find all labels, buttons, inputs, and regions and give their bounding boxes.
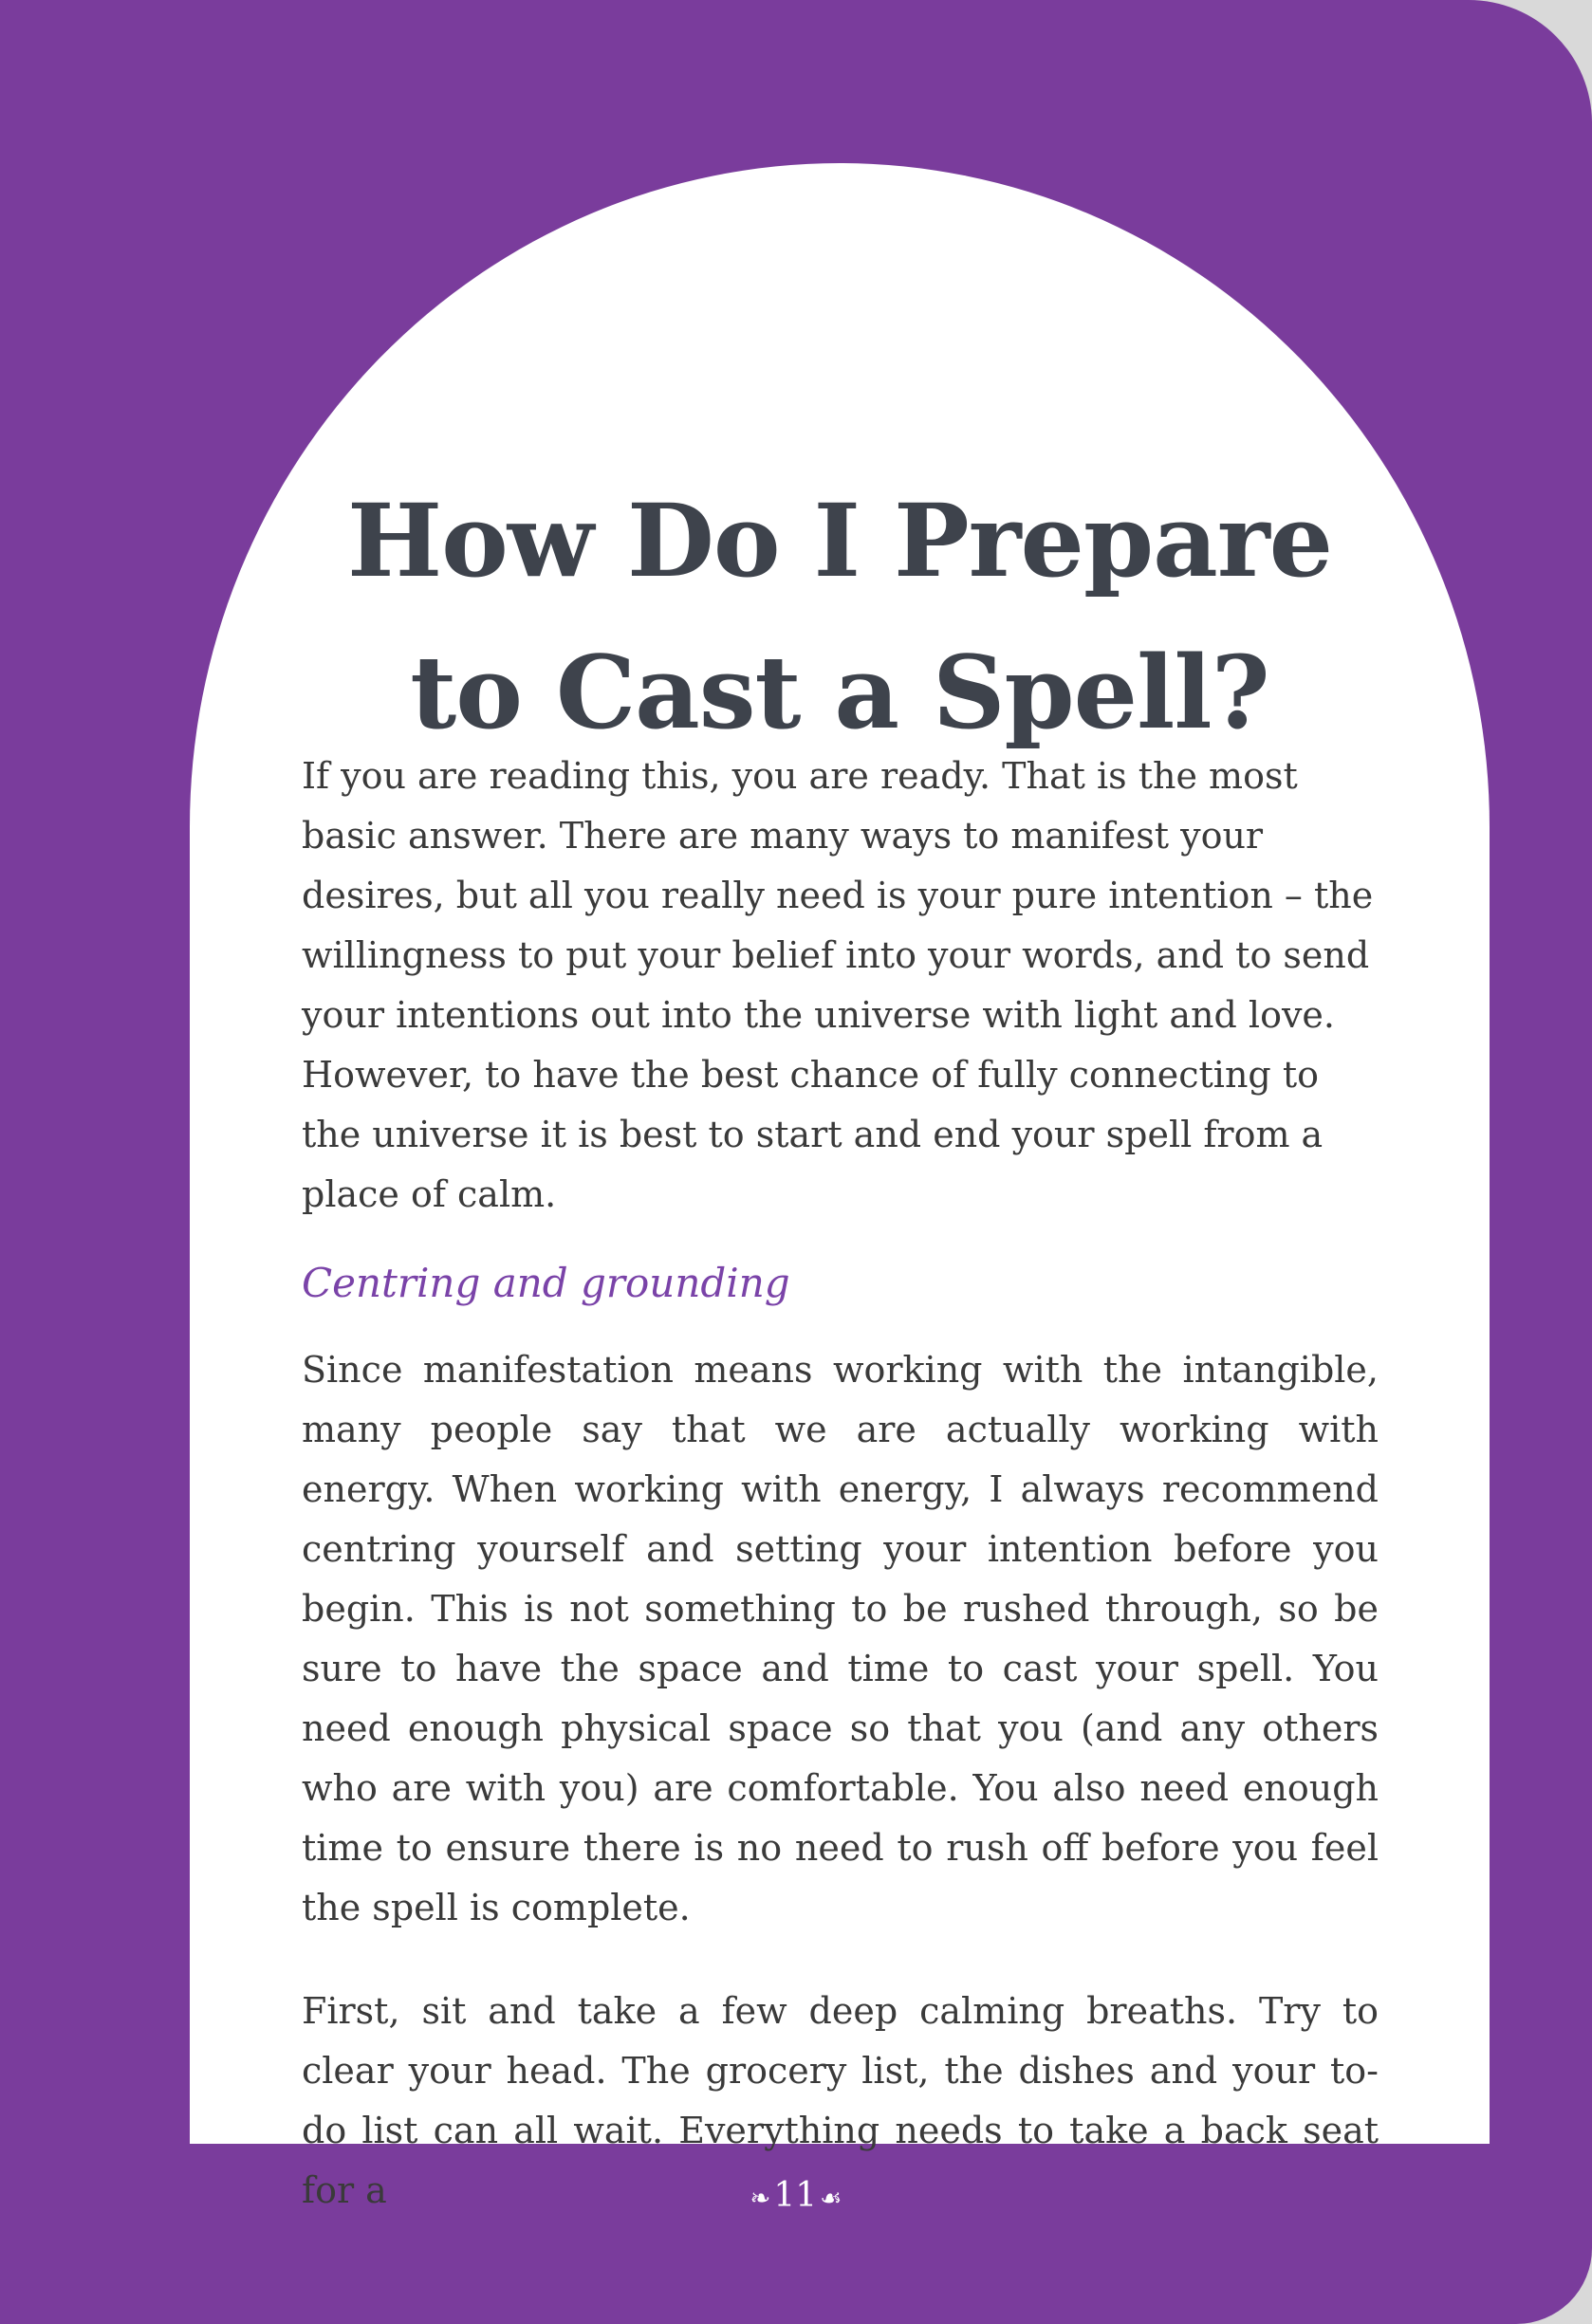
body-text bbox=[302, 747, 1379, 2221]
page-title bbox=[190, 465, 1490, 768]
ornament-right-icon: ☙ bbox=[820, 2185, 842, 2213]
title-line-2: to Cast a Spell? bbox=[410, 633, 1269, 751]
page-number bbox=[0, 2172, 1592, 2223]
section-subheading: Centring and grounding bbox=[302, 1260, 790, 1306]
ornament-left-icon: ❧ bbox=[750, 2185, 771, 2213]
intro-paragraph: If you are reading this, you are ready. That is the most basic answer. There are many ways to manifest your desires, but all you really need is your pure intention – the willingness to put your belief into your words, and to send your intentions out into the universe with light and love. However, to have the best chance of fully connecting to the universe it is best to start and end your spell from a place of calm. bbox=[302, 755, 1374, 1215]
page-number-text: 11 bbox=[773, 2176, 818, 2215]
first-steps-paragraph: First, sit and take a few deep calming breaths. Try to clear your head. The grocery list, the dishes and your to-do list can all wait. Everything needs to take a back seat for a bbox=[302, 1990, 1379, 2211]
paragraph-gap bbox=[302, 1938, 1379, 1982]
centring-paragraph: Since manifestation means working with the intangible, many people say that we are actually working with energy. When working with energy, I always recommend centring yourself and setting your intention before you begin. This is not something to be rushed through, so be sure to have the space and time to cast your spell. You need enough physical space so that you (and any others who are with you) are comfortable. You also need enough time to ensure there is no need to rush off before you feel the spell is complete. bbox=[302, 1349, 1379, 1928]
title-line-1: How Do I Prepare bbox=[346, 481, 1333, 599]
